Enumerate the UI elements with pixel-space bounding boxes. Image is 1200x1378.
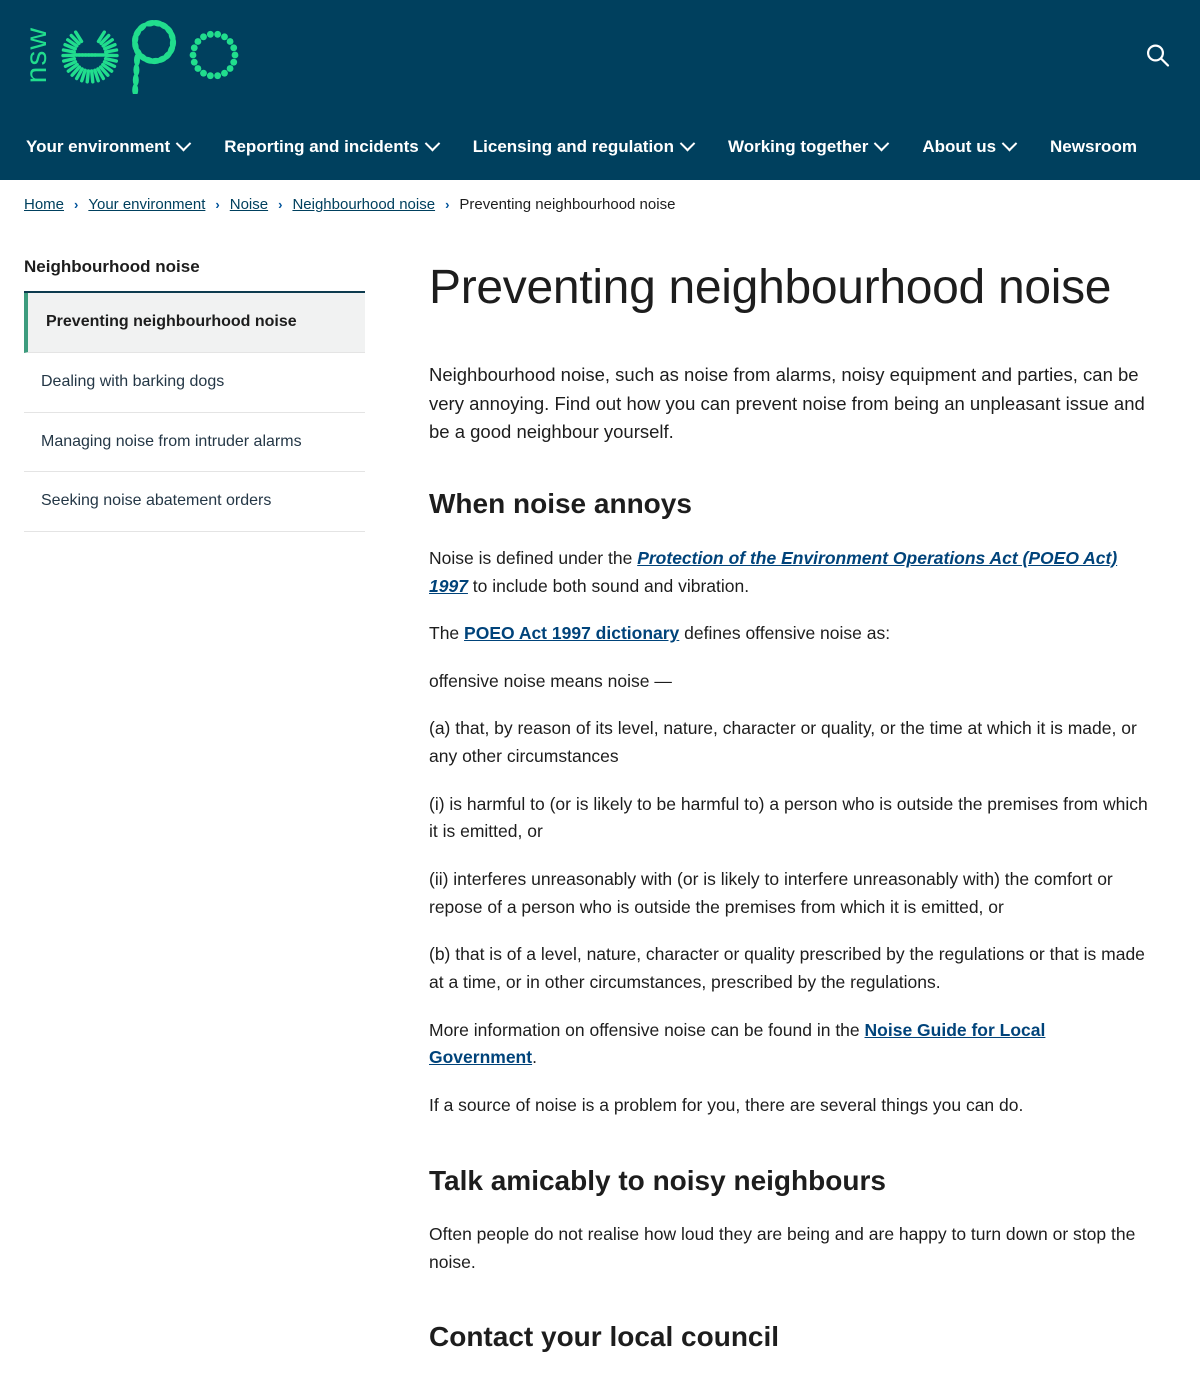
paragraph-more-information: [429, 1017, 1155, 1072]
sidebar-item-label: Preventing neighbourhood noise: [46, 313, 297, 330]
nav-label: About us: [922, 138, 996, 155]
breadcrumb-separator-icon: ›: [445, 198, 449, 211]
chevron-down-icon: [1002, 135, 1018, 151]
nav-label: Reporting and incidents: [224, 138, 419, 155]
nav-label: Working together: [728, 138, 868, 155]
sidebar-item-label: Seeking noise abatement orders: [41, 492, 271, 509]
sidebar-item-label: Managing noise from intruder alarms: [41, 433, 302, 450]
chevron-down-icon: [176, 135, 192, 151]
chevron-down-icon: [680, 135, 696, 151]
paragraph-poeo-dictionary: [429, 620, 1155, 648]
breadcrumb-item-current: Preventing neighbourhood noise: [459, 196, 675, 213]
nav-item-reporting-and-incidents[interactable]: [224, 128, 457, 165]
text-fragment: to include both sound and vibration.: [468, 576, 749, 596]
logo-letter-a-icon: [184, 24, 244, 86]
paragraph-noise-defined: [429, 545, 1155, 600]
site-header: [0, 0, 1200, 112]
section-heading-when-noise-annoys: When noise annoys: [429, 487, 1155, 521]
page-layout: [0, 227, 1200, 1378]
text-fragment: .: [532, 1047, 537, 1067]
logo-nsw-text: nsw: [22, 27, 52, 83]
sidebar-item-label: Dealing with barking dogs: [41, 373, 224, 390]
site-logo[interactable]: [22, 16, 244, 94]
section-heading-contact-your-local-council: Contact your local council: [429, 1320, 1155, 1354]
intro-paragraph: Neighbourhood noise, such as noise from alarms, noisy equipment and parties, can be very annoying. Find out how you can prevent noise from being an unpleasant issue and be a good neighbour yourself.: [429, 361, 1155, 448]
link-poeo-act-1997[interactable]: Protection of the Environment Operations Act (POEO Act) 1997: [429, 548, 1117, 596]
sidebar: [24, 227, 365, 532]
page-title: Preventing neighbourhood noise: [429, 261, 1155, 315]
sidebar-nav-list: [24, 291, 365, 532]
logo-epa-mark: [60, 16, 244, 94]
section-heading-talk-amicably: Talk amicably to noisy neighbours: [429, 1164, 1155, 1198]
nav-label: Newsroom: [1050, 138, 1137, 155]
clause-b: (b) that is of a level, nature, character or quality prescribed by the regulations or that is made at a time, or in other circumstances, prescribed by the regulations.: [429, 941, 1155, 996]
sidebar-item-seeking-noise-abatement-orders[interactable]: [24, 472, 365, 532]
text-fragment: defines offensive noise as:: [679, 623, 890, 643]
text-fragment: Noise is defined under the: [429, 548, 637, 568]
logo-letter-p-icon: [124, 16, 180, 94]
nav-item-your-environment[interactable]: [26, 128, 208, 165]
breadcrumb-item-your-environment[interactable]: Your environment: [88, 196, 205, 213]
breadcrumb-item-neighbourhood-noise[interactable]: Neighbourhood noise: [292, 196, 435, 213]
sidebar-item-managing-noise-from-intruder-alarms[interactable]: [24, 413, 365, 473]
breadcrumb-item-home[interactable]: Home: [24, 196, 64, 213]
link-poeo-act-1997-dictionary[interactable]: POEO Act 1997 dictionary: [464, 623, 679, 643]
nav-item-licensing-and-regulation[interactable]: [473, 128, 712, 165]
breadcrumb-separator-icon: ›: [278, 198, 282, 211]
nav-item-about-us[interactable]: [922, 128, 1034, 165]
breadcrumb-item-noise[interactable]: Noise: [230, 196, 268, 213]
nav-label: Your environment: [26, 138, 170, 155]
main-content: [365, 227, 1155, 1378]
nav-item-newsroom[interactable]: [1050, 128, 1156, 165]
clause-a-i: (i) is harmful to (or is likely to be harmful to) a person who is outside the premises from which it is emitted, or: [429, 791, 1155, 846]
breadcrumb: [0, 180, 1200, 227]
sidebar-heading: Neighbourhood noise: [24, 257, 365, 277]
search-icon: [1144, 42, 1172, 70]
text-fragment: The: [429, 623, 464, 643]
text-fragment: More information on offensive noise can be found in the: [429, 1020, 865, 1040]
chevron-down-icon: [424, 135, 440, 151]
breadcrumb-separator-icon: ›: [74, 198, 78, 211]
clause-a-ii: (ii) interferes unreasonably with (or is likely to interfere unreasonably with) the comfort or repose of a person who is outside the premises from which it is emitted, or: [429, 866, 1155, 921]
nav-label: Licensing and regulation: [473, 138, 674, 155]
definition-lead: offensive noise means noise —: [429, 668, 1155, 696]
logo-letter-e-icon: [60, 24, 120, 86]
clause-a: (a) that, by reason of its level, nature, character or quality, or the time at which it is made, or any other circumstances: [429, 715, 1155, 770]
search-button[interactable]: [1134, 32, 1182, 80]
sidebar-item-dealing-with-barking-dogs[interactable]: [24, 353, 365, 413]
paragraph-source-of-noise: If a source of noise is a problem for you, there are several things you can do.: [429, 1092, 1155, 1120]
nav-item-working-together[interactable]: [728, 128, 906, 165]
breadcrumb-separator-icon: ›: [215, 198, 219, 211]
paragraph-often-people: Often people do not realise how loud they are being and are happy to turn down or stop the noise.: [429, 1221, 1155, 1276]
sidebar-item-preventing-neighbourhood-noise[interactable]: [24, 293, 365, 353]
chevron-down-icon: [874, 135, 890, 151]
link-noise-guide-for-local-government[interactable]: Noise Guide for Local Government: [429, 1020, 1045, 1068]
main-navigation: [0, 112, 1200, 180]
